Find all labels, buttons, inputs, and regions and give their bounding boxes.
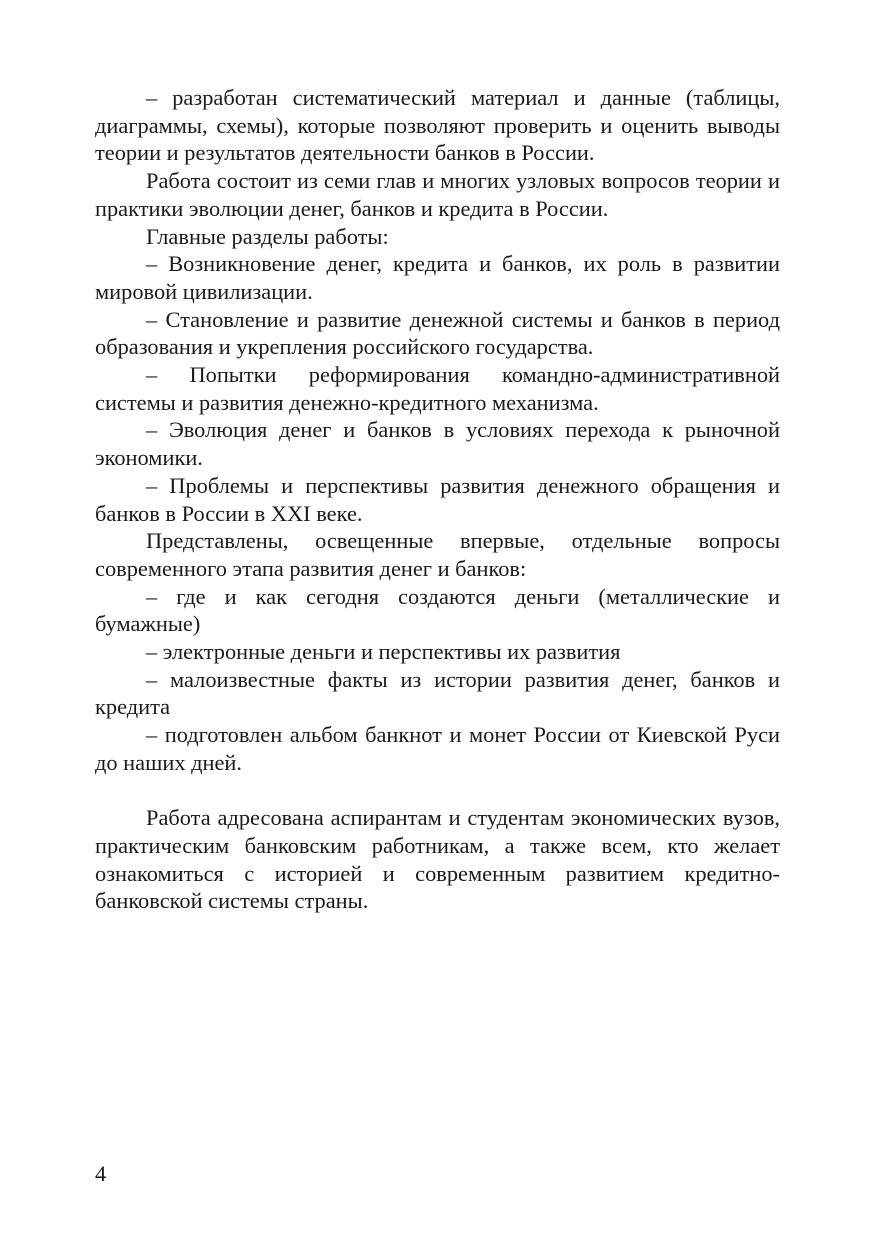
paragraph: – малоизвестные факты из истории развития денег, банков и кредита	[95, 666, 780, 720]
paragraph: – электронные деньги и перспективы их развития	[146, 639, 621, 665]
paragraph: Работа адресована аспирантам и студентам экономических вузов, практическим банковским работникам, а также всем, кто желает ознакомиться с историей и современным развитием кредитно-банковской системы страны.	[95, 805, 780, 914]
paragraph: – Попытки реформирования командно-административной системы и развития денежно-кредитного механизма.	[95, 362, 780, 415]
paragraph: – Возникновение денег, кредита и банков, их роль в развитии мировой цивилизации.	[95, 251, 780, 304]
paragraph: Работа состоит из семи глав и многих узловых вопросов теории и практики эволюции денег, банков и кредита в России.	[95, 168, 780, 221]
paragraph: Представлены, освещенные впервые, отдельные вопросы современного этапа развития денег и банков:	[95, 528, 780, 581]
paragraph: Главные разделы работы:	[146, 223, 389, 249]
paragraph: – Проблемы и перспективы развития денежного обращения и банков в России в XXI веке.	[95, 472, 780, 526]
paragraph: – где и как сегодня создаются деньги (металлические и бумажные)	[95, 583, 780, 637]
paragraph: – Эволюция денег и банков в условиях перехода к рыночной экономики.	[95, 417, 780, 471]
paragraph: – Становление и развитие денежной системы и банков в период образования и укрепления российского государства.	[95, 306, 780, 360]
page-number: 4	[95, 1161, 107, 1186]
main-text	[95, 84, 780, 915]
paragraph: – подготовлен альбом банкнот и монет России от Киевской Руси до наших дней.	[95, 722, 780, 775]
paragraph: – разработан систематический материал и данные (таблицы, диаграммы, схемы), которые позволяют проверить и оценить выводы теории и результатов деятельности банков в России.	[95, 85, 780, 166]
